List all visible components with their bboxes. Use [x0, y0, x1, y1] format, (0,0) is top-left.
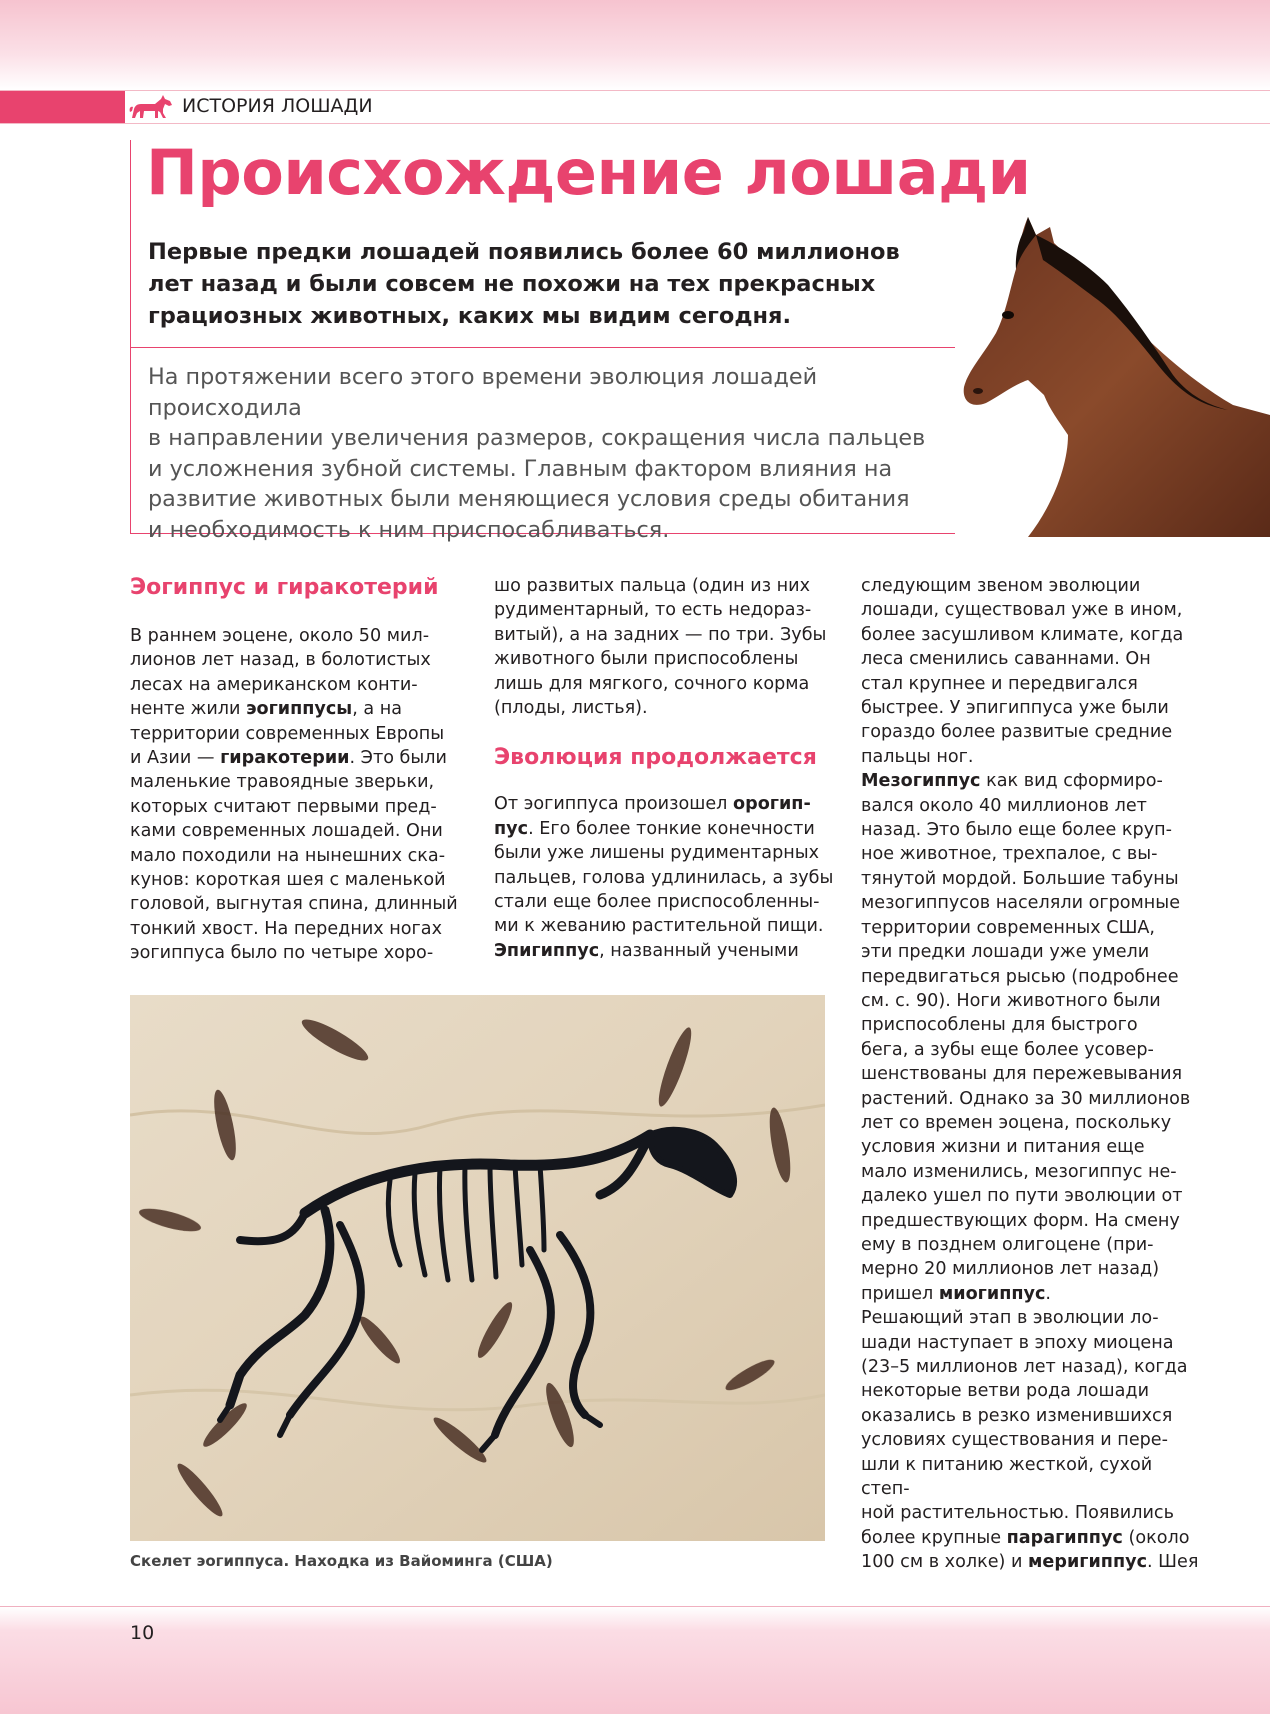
- footer-band: [0, 1606, 1270, 1714]
- lead-divider: [131, 347, 955, 348]
- top-decorative-band: [0, 0, 1270, 90]
- paragraph-eohippus: В раннем эоцене, около 50 мил- лионов лет назад, в болотистых лесах на американском конти- ненте жили эогиппусы, а на территории современных Европы и Азии — гиракотерии. Это были маленькие травоядные зверьки, которых считают первыми пред- ками современных лошадей. Они мало походили на нынешних ска- кунов: короткая шея с маленькой головой, выгнутая спина, длинный тонкий хвост. На передних ногах эогиппуса было по четыре хоро-: [130, 626, 458, 964]
- page-title: Происхождение лошади: [146, 136, 1031, 209]
- heading-eohippus: Эогиппус и гиракотерий: [130, 575, 439, 600]
- text-column-3: [861, 574, 1201, 1575]
- text-column-1: [130, 574, 470, 966]
- paragraph-eohippus-continued: шо развитых пальца (один из них рудиментарный, то есть недораз- витый), а на задних — по три. Зубы животного были приспособлены лишь для мягкого, сочного корма (плоды, листья).: [494, 576, 827, 719]
- eohippus-fossil-photo: [130, 995, 825, 1541]
- lead-paragraph: Первые предки лошадей появились более 60 миллионов лет назад и были совсем не похожи на тех прекрасных грациозных животных, каких мы видим сегодня.: [148, 239, 900, 329]
- horse-silhouette-icon: [128, 94, 174, 120]
- photo-caption: Скелет эогиппуса. Находка из Вайоминга (США): [130, 1552, 553, 1570]
- section-title: ИСТОРИЯ ЛОШАДИ: [182, 95, 373, 117]
- frame-rule-vertical: [130, 140, 131, 533]
- header-accent-bar: [0, 91, 125, 123]
- paragraph-orohippus: От эогиппуса произошел орогип- пус. Его более тонкие конечности были уже лишены рудиментарных пальцев, голова удлинилась, а зубы стали еще более приспособленны- ми к жеванию растительной пищи. Эпигиппус, названный учеными: [494, 794, 834, 961]
- heading-evolution-continues: Эволюция продолжается: [494, 745, 817, 771]
- intro-paragraph: На протяжении всего этого времени эволюция лошадей происходила в направлении увеличения размеров, сокращения числа пальцев и усложнения зубной системы. Главным фактором влияния на развитие животных были меняющиеся условия среды обитания и необходимость к ним приспосабливаться.: [148, 364, 926, 543]
- page-number: 10: [130, 1622, 155, 1644]
- section-header: [0, 90, 1270, 124]
- text-column-2: [494, 574, 834, 963]
- horse-head-photo: [958, 205, 1270, 537]
- paragraph-mesohippus: следующим звеном эволюции лошади, существовал уже в ином, более засушливом климате, когда леса сменились саваннами. Он стал крупнее и передвигался быстрее. У эпигиппуса уже были гораздо более развитые средние пальцы ног. Мезогиппус как вид сформиро- вался около 40 миллионов лет назад. Это было еще более круп- ное животное, трехпалое, с вы- тянутой мордой. Большие табуны мезогиппусов населяли огромные территории современных США, эти предки лошади уже умели передвигаться рысью (подробнее см. с. 90). Ноги животного были приспособлены для быстрого бега, а зубы еще более усовер- шенствованы для пережевывания растений. Однако за 30 миллионов лет со времен эоцена, поскольку условия жизни и питания еще мало изменились, мезогиппус не- далеко ушел по пути эволюции от предшествующих форм. На смену ему в позднем олигоцене (при- мерно 20 миллионов лет назад) пришел миогиппус. Решающий этап в эволюции ло- шади наступает в эпоху миоцена (23–5 миллионов лет назад), когда некоторые ветви рода лошади оказались в резко изменившихся условиях существования и пере- шли к питанию жесткой, сухой степ- ной растительностью. Появились более крупные парагиппус (около 100 см в холке) и меригиппус. Шея: [861, 576, 1199, 1573]
